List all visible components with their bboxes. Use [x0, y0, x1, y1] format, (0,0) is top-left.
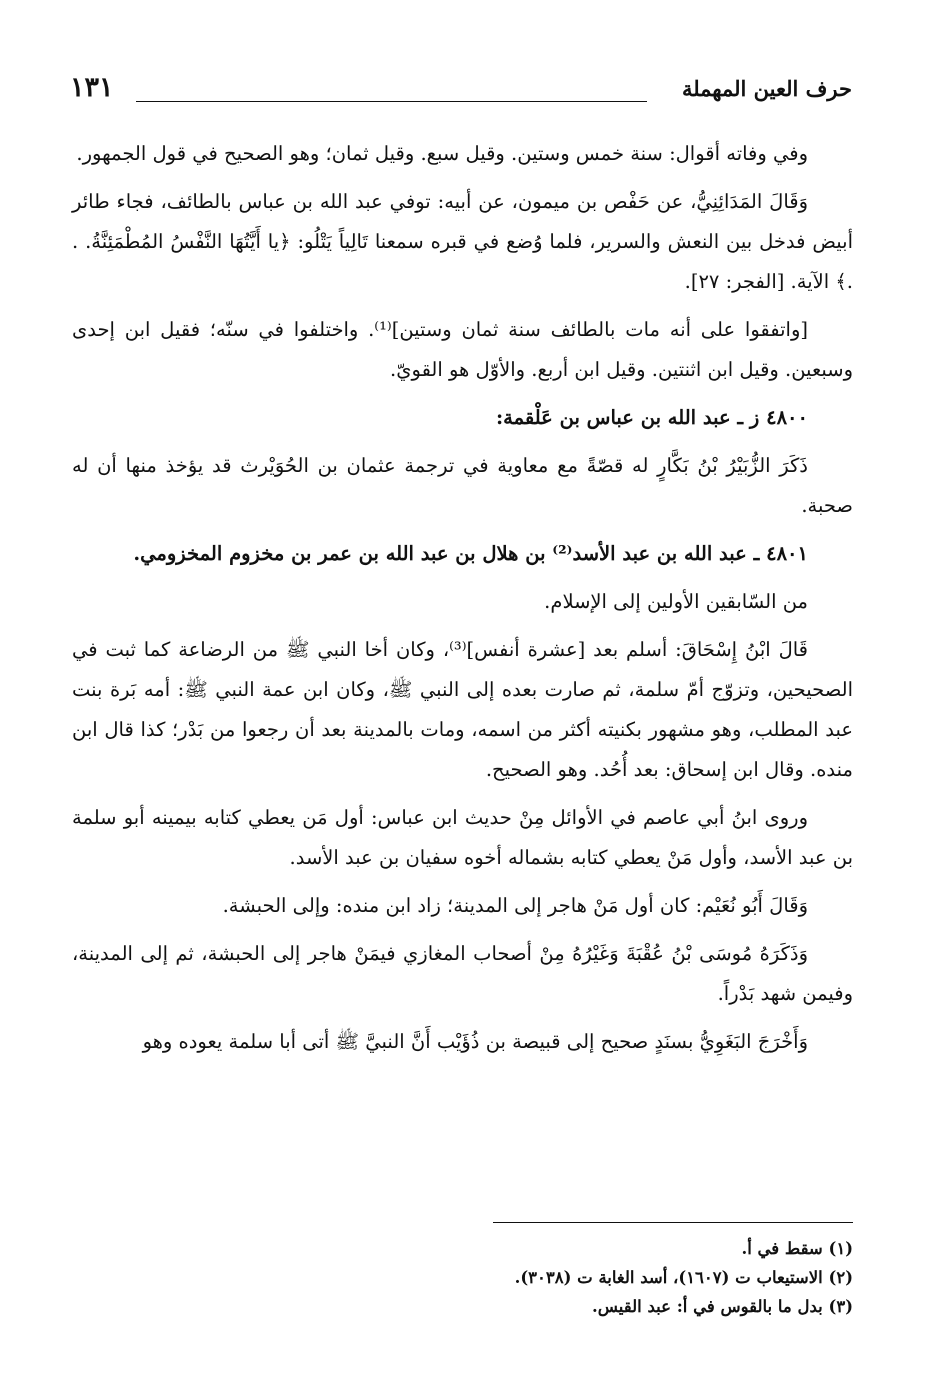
footnote-1: (١) سقط في أ.: [741, 1239, 853, 1258]
paragraph-age-dispute: [واتفقوا على أنه مات بالطائف سنة ثمان وستين]⁽¹⁾. واختلفوا في سنّه؛ فقيل ابن إحدى وسبعين. وقيل ابن اثنتين. وقيل ابن أربع. والأوّل هو القويّ.: [72, 318, 853, 381]
running-title: حرف العين المهملة: [681, 76, 852, 101]
paragraph-death-date: وفي وفاته أقوال: سنة خمس وستين. وقيل سبع. وقيل ثمان؛ وهو الصحيح في قول الجمهور.: [76, 142, 808, 165]
paragraph-early-muslims: من السّابقين الأولين إلى الإسلام.: [544, 590, 808, 613]
paragraph-madaini-report: وَقَالَ المَدَائِنِيُّ، عن حَفْص بن ميمون، عن أبيه: توفي عبد الله بن عباس بالطائف، فجاء طائر أبيض فدخل بين النعش والسرير، فلما وُضع في قبره سمعنا تَالِياً يَتْلُو: ﴿يا أَيَّتُهَا النَّفْسُ المُطْمَئِنَّةُ. . .﴾ الآية. [الفجر: ٢٧].: [72, 190, 853, 293]
paragraph-zubayr-story: ذَكَرَ الزُّبَيْرُ بْنُ بَكَّارٍ له قصّةً مع معاوية في ترجمة عثمان بن الحُوَيْرث قد يؤخذ منها أن له صحبة.: [72, 454, 853, 517]
paragraph-abu-nuaym: وَقَالَ أَبُو نُعَيْم: كان أول مَنْ هاجر إلى المدينة؛ زاد ابن منده: وإلى الحبشة.: [222, 894, 808, 917]
paragraph-ibn-abi-asim: وروى ابنُ أبي عاصم في الأوائل مِنْ حديث ابن عباس: أول مَن يعطي كتابه بيمينه أبو سلمة بن عبد الأسد، وأول مَنْ يعطي كتابه بشماله أخوه سفيان بن عبد الأسد.: [72, 806, 853, 869]
entry-heading-4801: ٤٨٠١ ـ عبد الله بن عبد الأسد⁽²⁾ بن هلال بن عبد الله بن عمر بن مخزوم المخزومي.: [133, 542, 808, 565]
entry-heading-4800: ٤٨٠٠ ز ـ عبد الله بن عباس بن عَلْقمة:: [495, 406, 808, 429]
paragraph-musa-ibn-uqba: وَذَكَرَهُ مُوسَى بْنُ عُقْبَةَ وَغَيْرُهُ مِنْ أصحاب المغازي فيمَنْ هاجر إلى الحبشة، ثم إلى المدينة، وفيمن شهد بَدْراً.: [72, 942, 853, 1005]
main-text: [72, 134, 853, 1070]
page-number: ١٣١: [70, 72, 114, 103]
footnotes: [72, 1234, 853, 1321]
footnote-3: (٣) بدل ما بالقوس في أ: عبد القيس.: [592, 1297, 853, 1316]
page-header: [70, 72, 852, 112]
footnote-rule: [493, 1222, 853, 1223]
paragraph-ibn-ishaq: قَالَ ابْنُ إِسْحَاقَ: أسلم بعد [عشرة أنفس]⁽³⁾، وكان أخا النبي ﷺ من الرضاعة كما ثبت في الصحيحين، وتزوّج أمّ سلمة، ثم صارت بعده إلى النبي ﷺ، وكان ابن عمة النبي ﷺ: أمه بَرة بنت عبد المطلب، وهو مشهور بكنيته أكثر من اسمه، ومات بالمدينة بعد أن رجعوا من بَدْر؛ كذا قال ابن منده. وقال ابن إسحاق: بعد أُحُد. وهو الصحيح.: [72, 638, 853, 781]
header-rule: [136, 101, 647, 102]
paragraph-baghawi: وَأَخْرَجَ البَغَوِيُّ بسنَدٍ صحيح إلى قبيصة بن ذُؤَيْب أَنَّ النبيَّ ﷺ أتى أبا سلمة يعوده وهو: [142, 1030, 808, 1053]
footnote-2: (٢) الاستيعاب ت (١٦٠٧)، أسد الغابة ت (٣٠٣٨).: [514, 1268, 853, 1287]
